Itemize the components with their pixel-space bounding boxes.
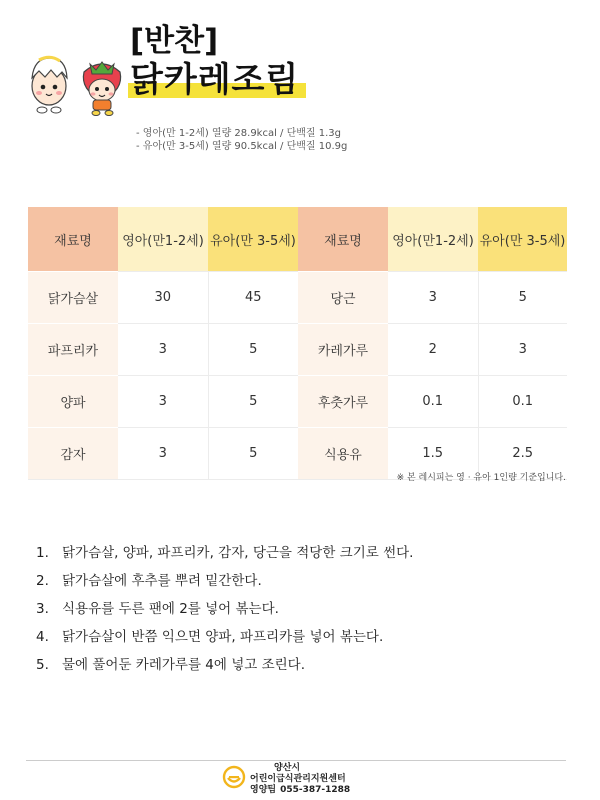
infant-amount: 0.1 bbox=[388, 376, 478, 428]
child-amount: 2.5 bbox=[478, 428, 567, 480]
step-number: 3. bbox=[36, 601, 49, 617]
step-text: 닭가슴살, 양파, 파프리카, 감자, 당근을 적당한 크기로 썬다. bbox=[62, 545, 414, 561]
header-ingredient: 재료명 bbox=[298, 207, 388, 272]
ingredient-name: 후춧가루 bbox=[298, 376, 388, 428]
ingredient-name: 닭가슴살 bbox=[28, 272, 118, 324]
table-row bbox=[28, 324, 567, 376]
footer-text bbox=[250, 763, 350, 796]
egg-mascot-icon bbox=[32, 57, 67, 113]
step-text: 닭가슴살이 반쯤 익으면 양파, 파프리카를 넣어 볶는다. bbox=[62, 629, 384, 645]
header-infant: 영아(만1-2세) bbox=[388, 207, 478, 272]
footer-center-name: 어린이급식관리지원센터 bbox=[250, 774, 346, 784]
center-logo-icon bbox=[222, 765, 246, 789]
infant-amount: 30 bbox=[118, 272, 208, 324]
ingredient-table bbox=[28, 207, 567, 480]
footer-divider bbox=[26, 760, 566, 761]
footer-contact bbox=[250, 785, 350, 796]
child-amount: 0.1 bbox=[478, 376, 567, 428]
header-infant: 영아(만1-2세) bbox=[118, 207, 208, 272]
nutrition-infant: - 영아(만 1-2세) 열량 28.9kcal / 단백질 1.3g bbox=[136, 128, 342, 139]
strawberry-mascot-icon bbox=[83, 62, 120, 116]
infant-amount: 2 bbox=[388, 324, 478, 376]
table-note: ※ 본 레시피는 영 · 유아 1인량 기준입니다. bbox=[396, 473, 566, 483]
child-amount: 5 bbox=[208, 324, 298, 376]
ingredient-name: 감자 bbox=[28, 428, 118, 480]
table-row bbox=[28, 272, 567, 324]
dish-name: 닭카레조림 bbox=[130, 60, 300, 100]
step-text: 물에 풀어둔 카레가루를 4에 넣고 조린다. bbox=[62, 657, 305, 673]
ingredient-name: 식용유 bbox=[298, 428, 388, 480]
step-text: 식용유를 두른 팬에 2를 넣어 볶는다. bbox=[62, 601, 279, 617]
infant-amount: 3 bbox=[118, 428, 208, 480]
dish-category: [반찬] bbox=[130, 23, 219, 59]
footer-city: 양산시 bbox=[274, 763, 301, 773]
list-item bbox=[36, 651, 413, 679]
infant-amount: 3 bbox=[118, 376, 208, 428]
ingredient-name: 양파 bbox=[28, 376, 118, 428]
mascots bbox=[22, 50, 130, 120]
ingredient-name: 파프리카 bbox=[28, 324, 118, 376]
child-amount: 5 bbox=[208, 428, 298, 480]
ingredient-name: 당근 bbox=[298, 272, 388, 324]
step-number: 4. bbox=[36, 629, 49, 645]
step-number: 2. bbox=[36, 573, 49, 589]
table-row bbox=[28, 376, 567, 428]
child-amount: 5 bbox=[478, 272, 567, 324]
list-item bbox=[36, 595, 413, 623]
list-item bbox=[36, 567, 413, 595]
infant-amount: 3 bbox=[118, 324, 208, 376]
footer-team: 영양팀 bbox=[250, 785, 277, 795]
step-number: 1. bbox=[36, 545, 49, 561]
nutrition-info bbox=[136, 127, 347, 153]
nutrition-child: - 유아(만 3-5세) 열량 90.5kcal / 단백질 10.9g bbox=[136, 141, 348, 152]
child-amount: 3 bbox=[478, 324, 567, 376]
list-item bbox=[36, 623, 413, 651]
header-ingredient: 재료명 bbox=[28, 207, 118, 272]
list-item bbox=[36, 539, 413, 567]
infant-amount: 1.5 bbox=[388, 428, 478, 480]
ingredient-name: 카레가루 bbox=[298, 324, 388, 376]
recipe-steps bbox=[36, 539, 413, 679]
footer-phone: 055-387-1288 bbox=[280, 785, 351, 795]
child-amount: 45 bbox=[208, 272, 298, 324]
child-amount: 5 bbox=[208, 376, 298, 428]
infant-amount: 3 bbox=[388, 272, 478, 324]
title-block bbox=[130, 22, 330, 100]
step-number: 5. bbox=[36, 657, 49, 673]
table-header-row bbox=[28, 207, 567, 272]
header-child: 유아(만 3-5세) bbox=[208, 207, 298, 272]
step-text: 닭가슴살에 후추를 뿌려 밑간한다. bbox=[62, 573, 262, 589]
header-child: 유아(만 3-5세) bbox=[478, 207, 567, 272]
